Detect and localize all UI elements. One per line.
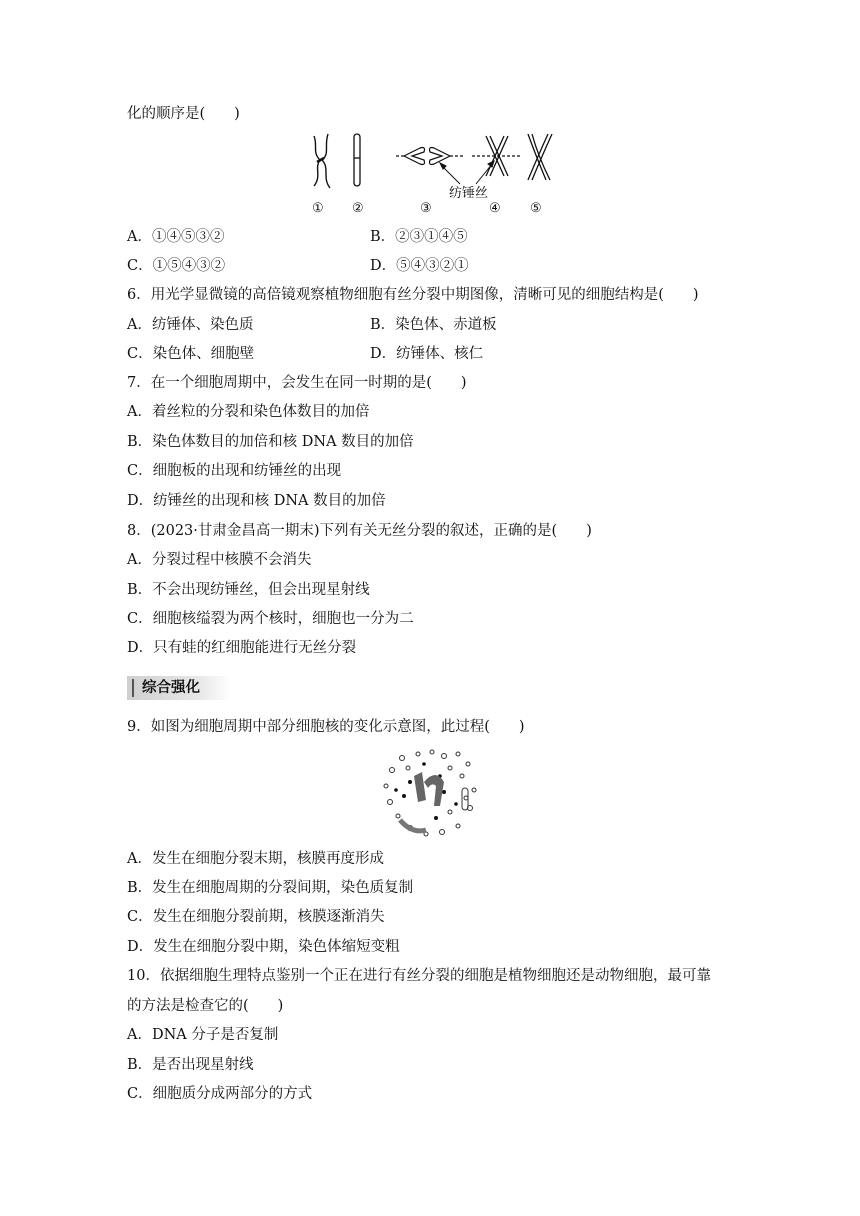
- q6-option-c: C．染色体、细胞壁: [127, 346, 255, 362]
- q7-option-b: B．染色体数目的加倍和核 DNA 数目的加倍: [127, 434, 414, 450]
- section-header: [127, 676, 231, 700]
- chromosome-4: [472, 136, 520, 176]
- q7-option-a: A．着丝粒的分裂和染色体数目的加倍: [127, 404, 370, 420]
- q8-option-a: A．分裂过程中核膜不会消失: [127, 552, 312, 568]
- q5-stem-tail: 化的顺序是( ): [127, 106, 240, 122]
- q5-option-c: C．①⑤④③②: [127, 258, 226, 274]
- q6-option-b: B．染色体、赤道板: [370, 317, 497, 333]
- q10-option-b: B．是否出现星射线: [127, 1057, 254, 1073]
- q8-option-d: D．只有蛙的红细胞能进行无丝分裂: [127, 640, 357, 656]
- q10-option-a: A．DNA 分子是否复制: [127, 1027, 279, 1043]
- chromosome-2: [354, 134, 360, 186]
- q5-option-b: B．②③①④⑤: [370, 229, 468, 245]
- q6-option-d: D．纺锤体、核仁: [370, 346, 484, 362]
- chromosome-figure: [300, 128, 560, 200]
- q6-option-a: A．纺锤体、染色质: [127, 317, 254, 333]
- q10-stem-line2: 的方法是检查它的( ): [127, 998, 284, 1014]
- chromosome-5: [528, 134, 552, 180]
- q5-option-a: A．①④⑤③②: [127, 229, 225, 245]
- q7-stem: 7．在一个细胞周期中，会发生在同一时期的是( ): [127, 375, 467, 391]
- nucleus-figure: [380, 748, 480, 840]
- q7-option-c: C．细胞板的出现和纺锤丝的出现: [127, 463, 342, 479]
- q8-stem: 8．(2023·甘肃金昌高一期末)下列有关无丝分裂的叙述，正确的是( ): [127, 523, 592, 539]
- chromosome-3: [396, 148, 464, 165]
- section-marker-bar: [132, 679, 134, 697]
- q9-option-c: C．发生在细胞分裂前期，核膜逐渐消失: [127, 909, 385, 925]
- q9-option-d: D．发生在细胞分裂中期，染色体缩短变粗: [127, 939, 400, 955]
- figure-label-4: ④: [489, 201, 501, 216]
- figure-label-3: ③: [420, 201, 432, 216]
- figure-label-1: ①: [312, 201, 324, 216]
- figure-label-2: ②: [352, 201, 364, 216]
- q9-option-a: A．发生在细胞分裂末期，核膜再度形成: [127, 851, 384, 867]
- q8-option-b: B．不会出现纺锤丝，但会出现星射线: [127, 582, 370, 598]
- q10-stem-line1: 10．依据细胞生理特点鉴别一个正在进行有丝分裂的细胞是植物细胞还是动物细胞，最可靠: [127, 968, 711, 984]
- q5-option-d: D．⑤④③②①: [370, 258, 469, 274]
- spindle-arrows: [440, 161, 494, 184]
- q6-stem: 6．用光学显微镜的高倍镜观察植物细胞有丝分裂中期图像，清晰可见的细胞结构是( ): [127, 287, 699, 303]
- section-title: 综合强化: [142, 680, 200, 696]
- q10-option-c: C．细胞质分成两部分的方式: [127, 1086, 313, 1102]
- spindle-label: 纺锤丝: [449, 186, 489, 201]
- q8-option-c: C．细胞核缢裂为两个核时，细胞也一分为二: [127, 611, 414, 627]
- q7-option-d: D．纺锤丝的出现和核 DNA 数目的加倍: [127, 493, 386, 509]
- figure-label-5: ⑤: [530, 201, 542, 216]
- q9-option-b: B．发生在细胞周期的分裂间期，染色质复制: [127, 880, 414, 896]
- chromosome-1: [314, 134, 330, 188]
- q9-stem: 9．如图为细胞周期中部分细胞核的变化示意图，此过程( ): [127, 719, 525, 735]
